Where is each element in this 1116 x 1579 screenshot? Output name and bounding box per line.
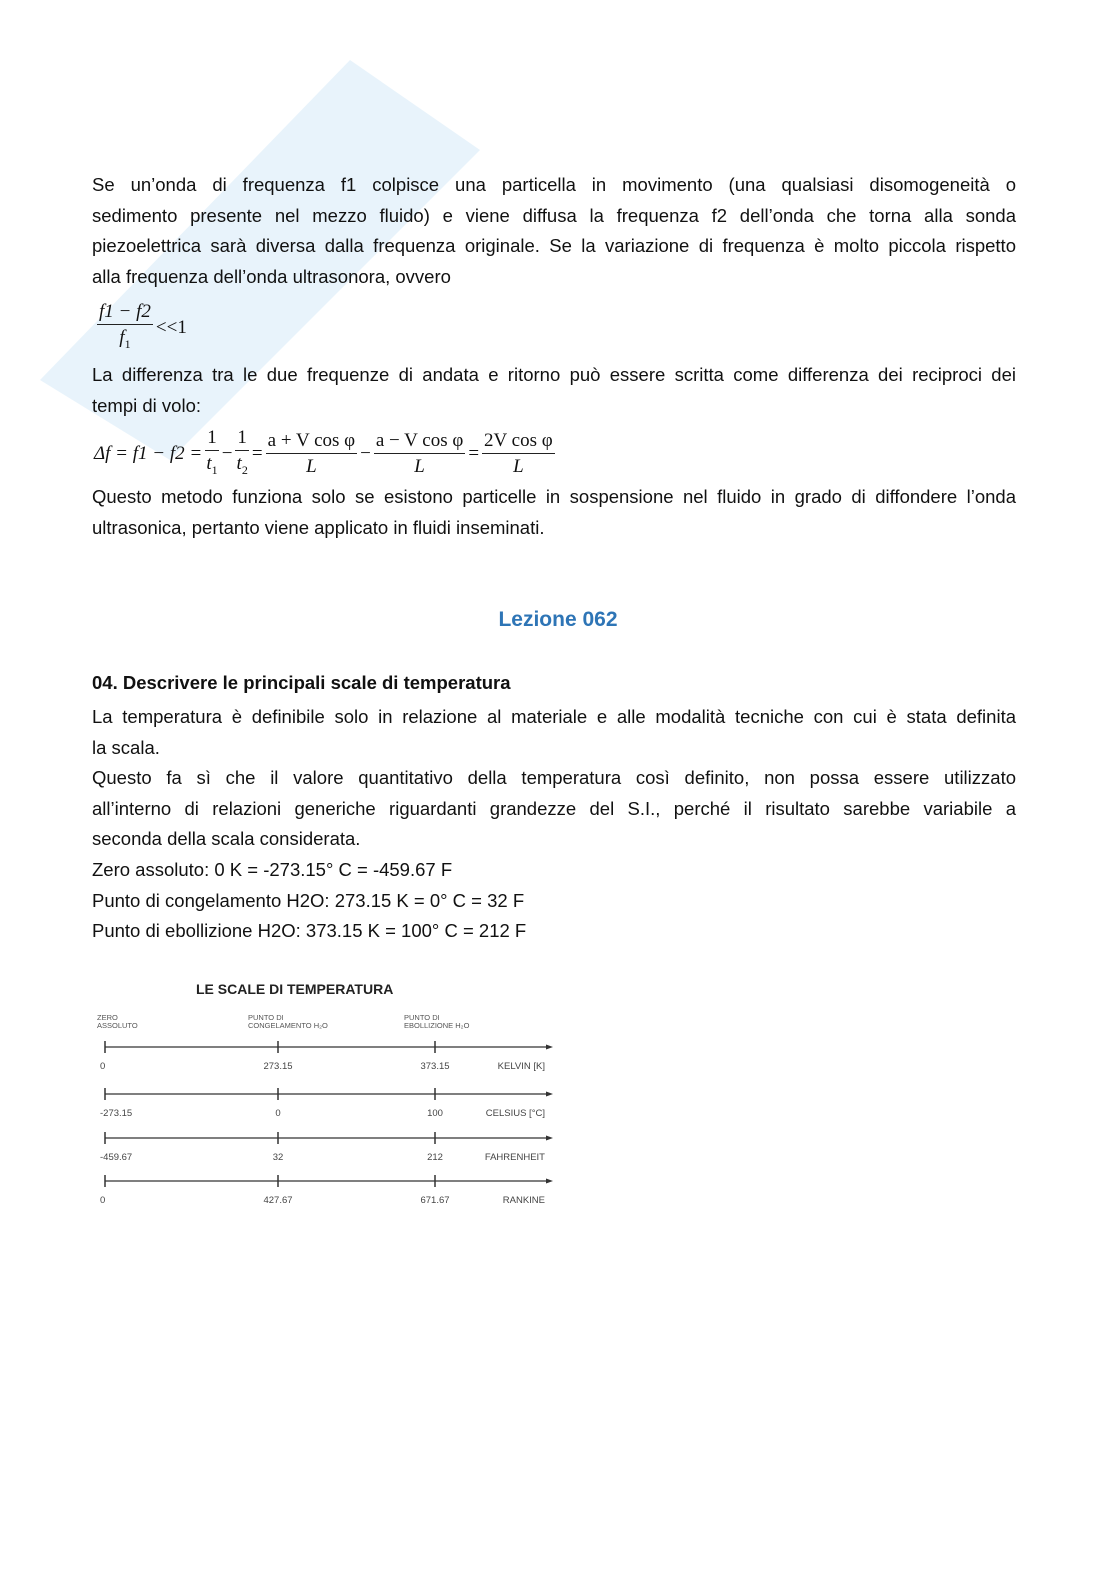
text-line: ultrasonica, pertanto viene applicato in fluidi inseminati. <box>92 516 545 538</box>
tick-label: -273.15 <box>100 1108 133 1119</box>
text-line: all’interno di relazioni generiche riguardanti grandezze del S.I., perché il risultato sarebbe variabile a <box>92 797 1016 819</box>
num: 1 <box>235 426 249 451</box>
scale-name: CELSIUS [°C] <box>485 1108 545 1119</box>
question-title: 04. Descrivere le principali scale di temperatura <box>92 672 511 693</box>
formula-ratio: $\frac{f1 - f2}{f_1}$ <<1 <box>99 301 187 351</box>
text-line: Questo metodo funziona solo se esistono particelle in sospensione nel fluido in grado di diffondere l’onda <box>92 486 1016 507</box>
arrow-icon <box>546 1045 553 1050</box>
tick-label: 273.15 <box>263 1061 293 1072</box>
header: PUNTO DI <box>248 1013 284 1022</box>
num: a − V cos φ <box>374 429 465 454</box>
tick-label: 212 <box>427 1152 443 1163</box>
scale-name: FAHRENHEIT <box>484 1152 545 1163</box>
den: L <box>414 455 425 477</box>
text-line: piezoelettrica sarà diversa dalla frequenza originale. Se la variazione di frequenza è molto piccola rispetto <box>92 235 1016 257</box>
header: PUNTO DI <box>404 1013 440 1022</box>
text-line: La differenza tra le due frequenze di andata e ritorno può essere scritta come differenza dei reciproci dei <box>92 364 1016 385</box>
formula-delta-f: Δf = f1 − f2 = $\frac{1}{t_1}$ − $\frac{1}{t_2}$ = $\frac{\text{a + V cos φ}}{L}$ − $\frac{\text{a − V cos φ}}{L}$ = $\frac{\text{2V cos φ}}{L}$ <box>94 427 553 477</box>
text-line: Questo fa sì che il valore quantitativo della temperatura così definito, non possa essere utilizzato <box>92 767 1016 789</box>
tick-label: 427.67 <box>263 1195 293 1206</box>
text-line: sedimento presente nel mezzo fluido) e viene diffusa la frequenza f2 dell’onda che torna alla sonda <box>92 204 1016 226</box>
text-line: Zero assoluto: 0 K = -273.15° C = -459.67 F <box>92 858 453 880</box>
arrow-icon <box>546 1179 553 1184</box>
paragraph-doppler-intro <box>92 170 1016 292</box>
header: ASSOLUTO <box>97 1021 138 1030</box>
tick-label: 0 <box>275 1108 281 1119</box>
formula-lhs: Δf = f1 − f2 = <box>94 443 203 465</box>
num: 1 <box>205 426 219 451</box>
text-line: Se un’onda di frequenza f1 colpisce una particella in movimento (una qualsiasi disomogeneità o <box>92 174 1016 195</box>
arrow-icon <box>546 1136 553 1141</box>
text-line: tempi di volo: <box>92 394 201 416</box>
text-line: Punto di ebollizione H2O: 373.15 K = 100° C = 212 F <box>92 920 527 942</box>
paragraph-temperature <box>92 702 1016 947</box>
scale-name: RANKINE <box>502 1195 545 1206</box>
figure-title: LE SCALE DI TEMPERATURA <box>196 981 394 997</box>
header: CONGELAMENTO H₂O <box>248 1021 328 1030</box>
tick-label: 0 <box>100 1061 106 1072</box>
tick-label: 671.67 <box>420 1195 450 1206</box>
paragraph-difference <box>92 360 1016 421</box>
tick-label: -459.67 <box>100 1152 133 1163</box>
text-line: Punto di congelamento H2O: 273.15 K = 0° C = 32 F <box>92 889 525 911</box>
num: 2V cos φ <box>482 429 555 454</box>
tick-label: 0 <box>100 1195 106 1206</box>
text-line: alla frequenza dell’onda ultrasonora, ovvero <box>92 265 451 287</box>
text-line: seconda della scala considerata. <box>92 828 361 850</box>
tick-label: 100 <box>427 1108 443 1119</box>
temperature-scales-figure <box>90 970 560 1215</box>
arrow-icon <box>546 1092 553 1097</box>
header: EBOLLIZIONE H₂O <box>404 1021 470 1030</box>
formula-numerator: f1 − f2 <box>97 300 153 325</box>
formula-relation: <<1 <box>155 317 187 339</box>
tick-label: 373.15 <box>420 1061 450 1072</box>
den: L <box>306 455 317 477</box>
num: a + V cos φ <box>266 429 357 454</box>
tick-label: 32 <box>272 1152 284 1163</box>
header: ZERO <box>97 1013 118 1022</box>
lesson-title: Lezione 062 <box>498 608 618 631</box>
text-line: la scala. <box>92 736 160 758</box>
text-line: La temperatura è definibile solo in relazione al materiale e alle modalità tecniche con cui è stata definita <box>92 706 1016 727</box>
scale-name: KELVIN [K] <box>497 1061 545 1072</box>
den: L <box>513 455 524 477</box>
paragraph-method <box>92 482 1016 543</box>
